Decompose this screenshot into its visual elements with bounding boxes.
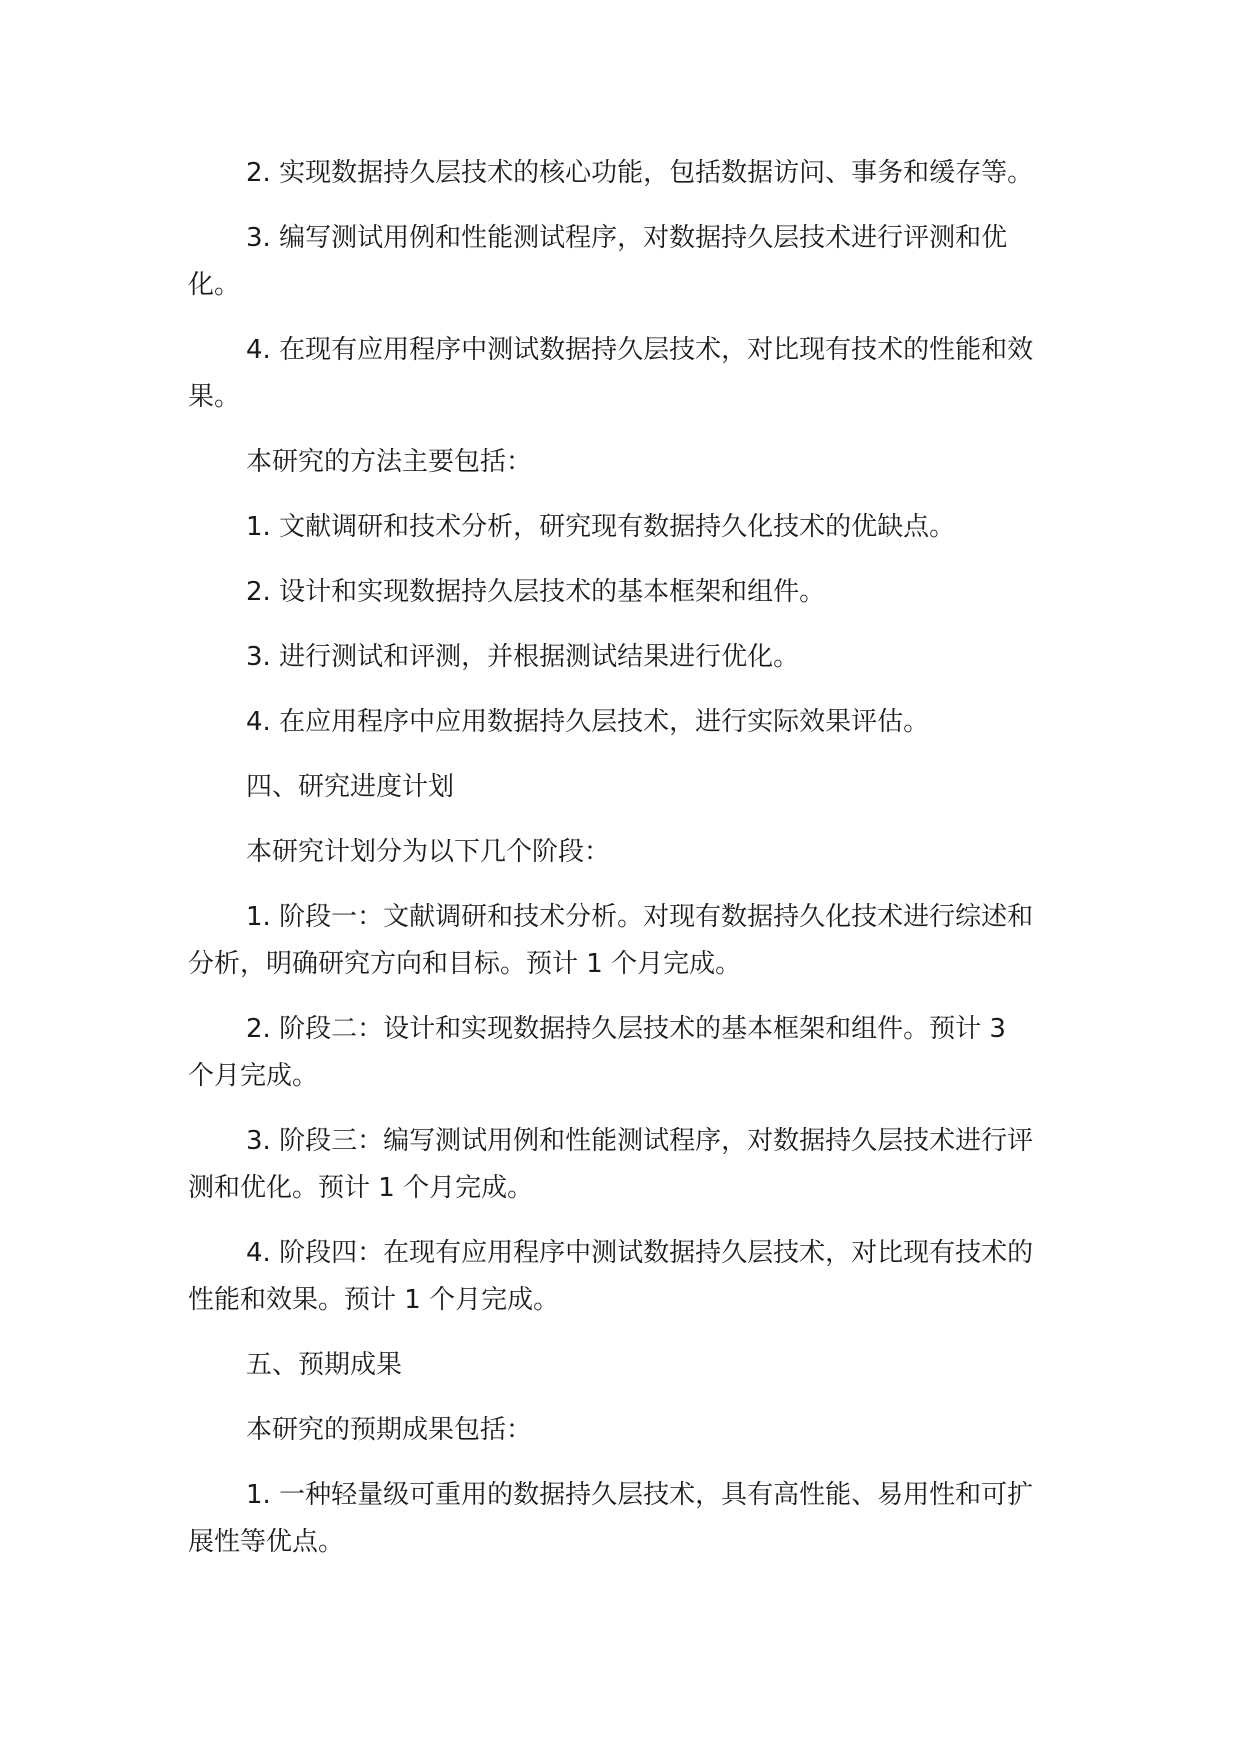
paragraph-outcomes-intro: 本研究的预期成果包括： [246, 1415, 533, 1445]
paragraph-schedule-intro: 本研究计划分为以下几个阶段： [246, 837, 611, 867]
paragraph-goal-3: 3. 编写测试用例和性能测试程序，对数据持久层技术进行评测和优化。 [188, 223, 1008, 300]
paragraph-stage-4: 4. 阶段四：在现有应用程序中测试数据持久层技术，对比现有技术的性能和效果。预计 1 个月完成。 [188, 1238, 1034, 1315]
paragraph-outcome-1: 1. 一种轻量级可重用的数据持久层技术，具有高性能、易用性和可扩展性等优点。 [188, 1480, 1034, 1557]
paragraph-stage-3: 3. 阶段三：编写测试用例和性能测试程序，对数据持久层技术进行评测和优化。预计 1 个月完成。 [188, 1126, 1034, 1203]
paragraph-stage-1: 1. 阶段一：文献调研和技术分析。对现有数据持久化技术进行综述和分析，明确研究方向和目标。预计 1 个月完成。 [188, 902, 1034, 979]
paragraph-methods-intro: 本研究的方法主要包括： [246, 447, 533, 477]
paragraph-method-3: 3. 进行测试和评测，并根据测试结果进行优化。 [246, 642, 800, 672]
paragraph-goal-4: 4. 在现有应用程序中测试数据持久层技术，对比现有技术的性能和效果。 [188, 335, 1034, 412]
paragraph-goal-2: 2. 实现数据持久层技术的核心功能，包括数据访问、事务和缓存等。 [246, 158, 1034, 188]
paragraph-method-4: 4. 在应用程序中应用数据持久层技术，进行实际效果评估。 [246, 707, 930, 737]
paragraph-method-2: 2. 设计和实现数据持久层技术的基本框架和组件。 [246, 577, 826, 607]
section-heading-outcomes: 五、预期成果 [246, 1350, 403, 1380]
section-heading-schedule: 四、研究进度计划 [246, 772, 455, 802]
paragraph-method-1: 1. 文献调研和技术分析，研究现有数据持久化技术的优缺点。 [246, 512, 956, 542]
paragraph-stage-2: 2. 阶段二：设计和实现数据持久层技术的基本框架和组件。预计 3 个月完成。 [188, 1014, 1006, 1091]
document-body [188, 150, 1038, 1584]
